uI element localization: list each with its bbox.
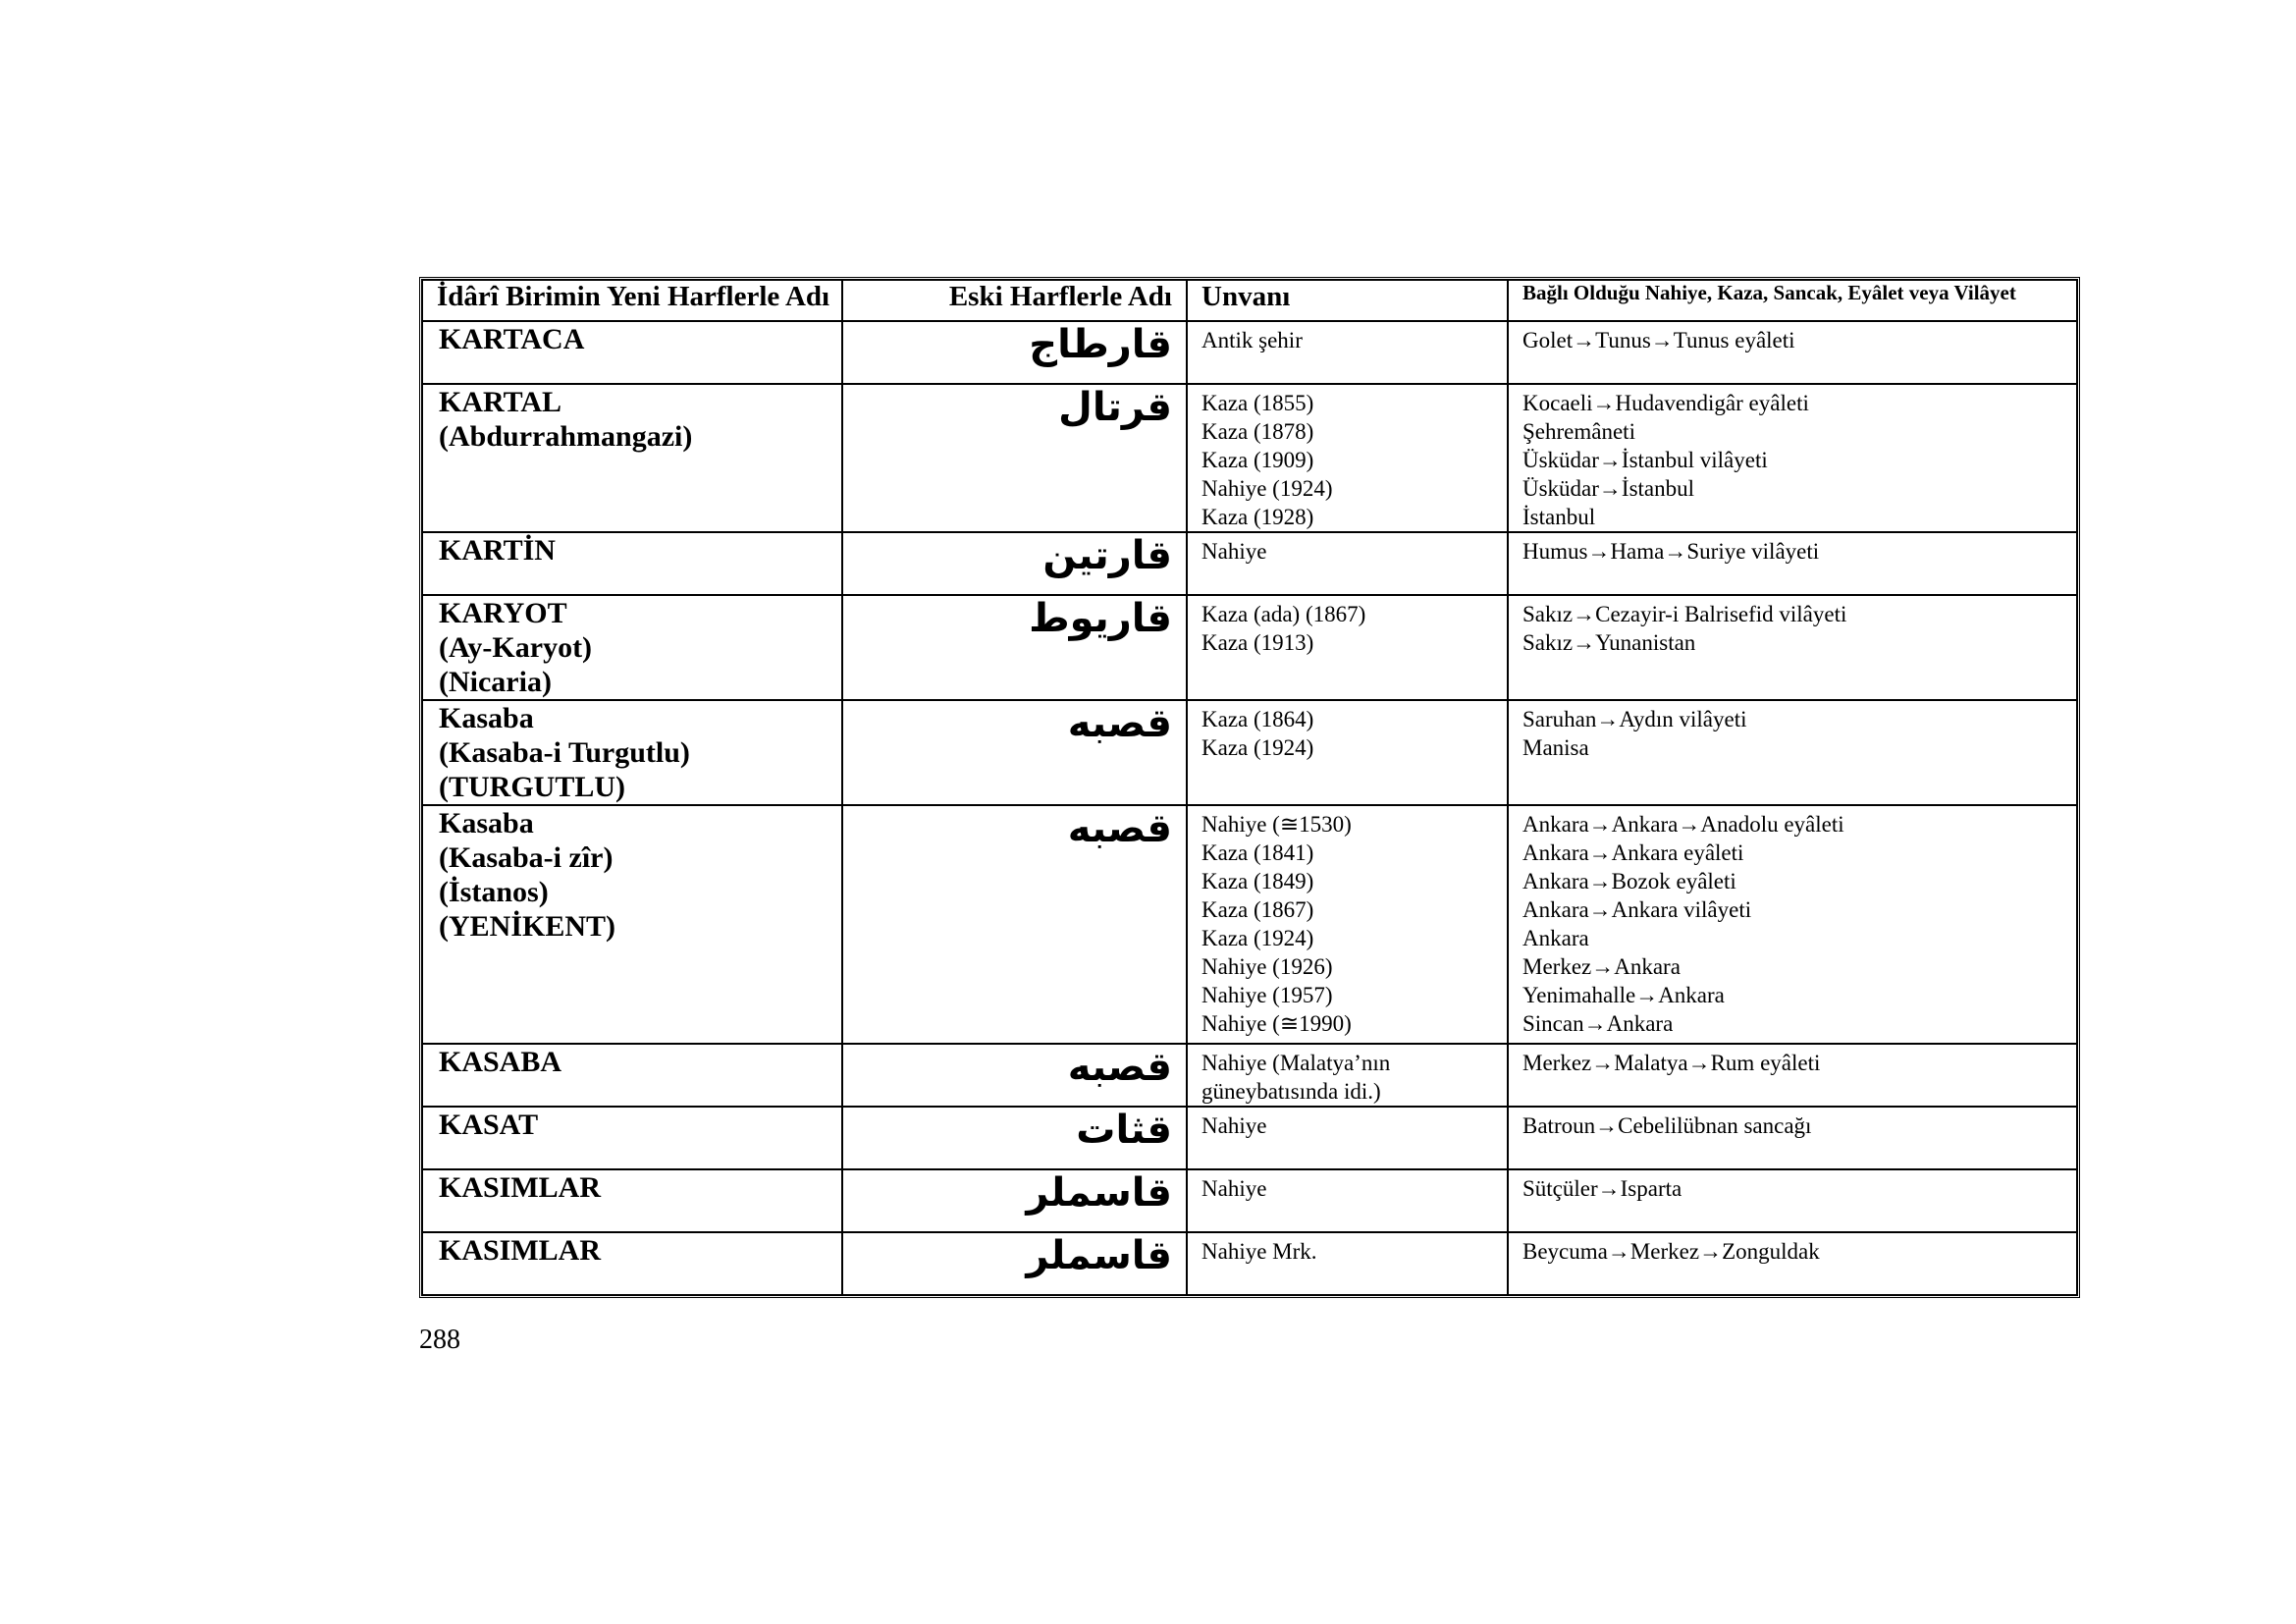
affiliation-line: Golet→Tunus→Tunus eyâleti (1522, 328, 1795, 352)
table-row (422, 532, 2077, 595)
unit-name-cell: Kasaba (Kasaba-i zîr) (İstanos) (YENİKENT) (422, 805, 842, 1044)
title-cell (1187, 595, 1508, 700)
unit-name-cell: KASABA (422, 1044, 842, 1107)
title-cell (1187, 1044, 1508, 1107)
affiliation-cell (1508, 805, 2077, 1044)
unit-name-cell: KASAT (422, 1107, 842, 1169)
affiliation-line: Ankara→Ankara→Anadolu eyâleti (1522, 812, 1844, 837)
title-cell (1187, 532, 1508, 595)
title-line: Kaza (1909) (1201, 448, 1314, 472)
table-row (422, 595, 2077, 700)
header-title: Unvanı (1187, 280, 1508, 321)
affiliation-line: Kocaeli→Hudavendigâr eyâleti (1522, 391, 1809, 415)
affiliation-line: Sakız→Cezayir-i Balrisefid vilâyeti (1522, 602, 1847, 626)
table-row (422, 1169, 2077, 1232)
title-cell (1187, 1169, 1508, 1232)
affiliation-line: Yenimahalle→Ankara (1522, 983, 1725, 1007)
title-line: güneybatısında idi.) (1201, 1079, 1381, 1104)
table-row (422, 700, 2077, 805)
affiliation-line: Ankara→Ankara eyâleti (1522, 840, 1744, 865)
table-row (422, 1232, 2077, 1295)
affiliation-cell (1508, 1169, 2077, 1232)
table-row (422, 384, 2077, 532)
old-script-name-cell: قصبه (842, 1044, 1187, 1107)
affiliation-line: Üsküdar→İstanbul vilâyeti (1522, 448, 1768, 472)
affiliation-line: Manisa (1522, 735, 1589, 760)
affiliation-line: Batroun→Cebelilübnan sancağı (1522, 1113, 1812, 1138)
old-script-name-cell: قاريوط (842, 595, 1187, 700)
title-line: Nahiye (≅1530) (1201, 812, 1352, 837)
gazetteer-table (419, 277, 2080, 1298)
unit-name-cell: KARYOT (Ay-Karyot) (Nicaria) (422, 595, 842, 700)
title-line: Antik şehir (1201, 328, 1303, 352)
affiliation-line: Sütçüler→Isparta (1522, 1176, 1682, 1201)
title-line: Nahiye (Malatya’nın (1201, 1051, 1391, 1075)
title-cell (1187, 384, 1508, 532)
title-cell (1187, 1232, 1508, 1295)
unit-name-cell: KASIMLAR (422, 1169, 842, 1232)
old-script-name-cell: قصبه (842, 805, 1187, 1044)
title-line: Kaza (1924) (1201, 735, 1314, 760)
affiliation-line: Saruhan→Aydın vilâyeti (1522, 707, 1747, 731)
title-line: Kaza (1841) (1201, 840, 1314, 865)
table-row (422, 1044, 2077, 1107)
title-line: Kaza (1913) (1201, 630, 1314, 655)
title-line: Nahiye (1201, 539, 1267, 564)
title-cell (1187, 805, 1508, 1044)
unit-name-cell: KASIMLAR (422, 1232, 842, 1295)
old-script-name-cell: قاسملر (842, 1232, 1187, 1295)
title-line: Nahiye (1201, 1176, 1267, 1201)
affiliation-line: Humus→Hama→Suriye vilâyeti (1522, 539, 1820, 564)
unit-name-cell: KARTACA (422, 321, 842, 384)
old-script-name-cell: قصبه (842, 700, 1187, 805)
unit-name-cell: KARTAL (Abdurrahmangazi) (422, 384, 842, 532)
title-line: Kaza (1864) (1201, 707, 1314, 731)
old-script-name-cell: قارطاج (842, 321, 1187, 384)
affiliation-cell (1508, 1232, 2077, 1295)
affiliation-line: Merkez→Ankara (1522, 954, 1681, 979)
header-affiliation: Bağlı Olduğu Nahiye, Kaza, Sancak, Eyâlet veya Vilâyet (1508, 280, 2077, 321)
table-row (422, 321, 2077, 384)
affiliation-line: Ankara→Bozok eyâleti (1522, 869, 1736, 893)
table-row (422, 805, 2077, 1044)
header-new-script-name: İdârî Birimin Yeni Harflerle Adı (422, 280, 842, 321)
title-line: Kaza (1855) (1201, 391, 1314, 415)
title-line: Kaza (1867) (1201, 897, 1314, 922)
old-script-name-cell: قارتين (842, 532, 1187, 595)
affiliation-line: Üsküdar→İstanbul (1522, 476, 1695, 501)
title-line: Kaza (ada) (1867) (1201, 602, 1366, 626)
affiliation-line: Ankara→Ankara vilâyeti (1522, 897, 1752, 922)
page-number: 288 (419, 1325, 460, 1355)
title-line: Kaza (1878) (1201, 419, 1314, 444)
table-row (422, 1107, 2077, 1169)
affiliation-line: Ankara (1522, 926, 1589, 950)
table-header-row (422, 280, 2077, 321)
title-line: Nahiye (1924) (1201, 476, 1333, 501)
title-line: Nahiye (1201, 1113, 1267, 1138)
old-script-name-cell: قاسملر (842, 1169, 1187, 1232)
title-line: Nahiye (≅1990) (1201, 1011, 1352, 1036)
title-line: Nahiye Mrk. (1201, 1239, 1317, 1264)
affiliation-line: Merkez→Malatya→Rum eyâleti (1522, 1051, 1821, 1075)
unit-name-cell: KARTİN (422, 532, 842, 595)
affiliation-cell (1508, 700, 2077, 805)
affiliation-cell (1508, 321, 2077, 384)
title-line: Kaza (1928) (1201, 505, 1314, 529)
header-old-script-name: Eski Harflerle Adı (842, 280, 1187, 321)
affiliation-cell (1508, 1107, 2077, 1169)
title-cell (1187, 321, 1508, 384)
old-script-name-cell: قثات (842, 1107, 1187, 1169)
title-line: Kaza (1849) (1201, 869, 1314, 893)
title-cell (1187, 700, 1508, 805)
title-cell (1187, 1107, 1508, 1169)
affiliation-cell (1508, 532, 2077, 595)
affiliation-line: Şehremâneti (1522, 419, 1635, 444)
affiliation-line: Sincan→Ankara (1522, 1011, 1674, 1036)
unit-name-cell: Kasaba (Kasaba-i Turgutlu) (TURGUTLU) (422, 700, 842, 805)
affiliation-cell (1508, 595, 2077, 700)
title-line: Nahiye (1926) (1201, 954, 1333, 979)
affiliation-cell (1508, 1044, 2077, 1107)
old-script-name-cell: قرتال (842, 384, 1187, 532)
title-line: Nahiye (1957) (1201, 983, 1333, 1007)
affiliation-cell (1508, 384, 2077, 532)
table-body (422, 321, 2077, 1295)
title-line: Kaza (1924) (1201, 926, 1314, 950)
affiliation-line: İstanbul (1522, 505, 1596, 529)
affiliation-line: Beycuma→Merkez→Zonguldak (1522, 1239, 1820, 1264)
affiliation-line: Sakız→Yunanistan (1522, 630, 1696, 655)
